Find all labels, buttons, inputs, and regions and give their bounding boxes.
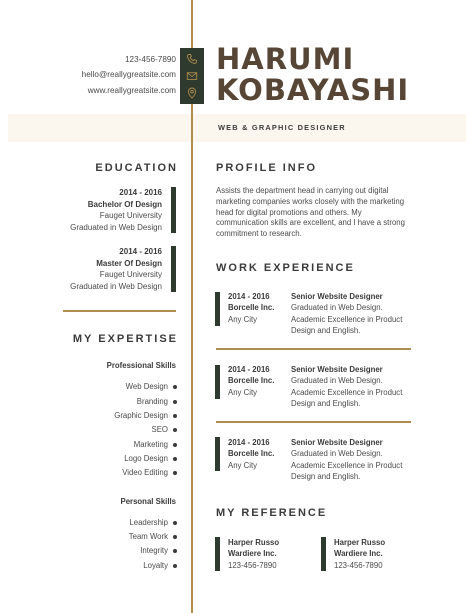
- experience-company: Borcelle Inc.: [228, 303, 275, 313]
- bullet-icon: [173, 564, 177, 568]
- education-detail: Graduated in Web Design: [70, 222, 162, 232]
- contact-website[interactable]: www.reallygreatsite.com: [87, 86, 176, 95]
- experience-line: Graduated in Web Design.: [291, 376, 383, 386]
- reference-bar-1: [215, 537, 220, 571]
- reference-company: Wardiere Inc.: [334, 549, 383, 559]
- skill-item: Leadership: [129, 518, 168, 527]
- bullet-icon: [173, 521, 177, 525]
- skill-item: Integrity: [140, 546, 168, 555]
- contact-email[interactable]: hello@reallygreatsite.com: [81, 70, 176, 79]
- bullet-icon: [173, 428, 177, 432]
- education-item-2: [70, 246, 162, 292]
- bullet-icon: [173, 549, 177, 553]
- experience-position: Senior Website Designer: [291, 292, 383, 301]
- bullet-icon: [173, 400, 177, 404]
- expertise-heading: MY EXPERTISE: [72, 333, 178, 345]
- education-school: Fauget University: [99, 270, 162, 279]
- location-icon: [186, 87, 198, 99]
- reference-item-1: [228, 537, 279, 571]
- role-title: WEB & GRAPHIC DESIGNER: [218, 123, 346, 132]
- experience-meta-2: [228, 364, 274, 398]
- bullet-icon: [173, 457, 177, 461]
- bullet-icon: [173, 535, 177, 539]
- education-degree: Master Of Design: [96, 258, 162, 268]
- contact-icon-strip: [180, 48, 204, 104]
- experience-meta-1: [228, 291, 274, 325]
- skill-item: Team Work: [128, 532, 168, 541]
- experience-detail-2: [291, 364, 402, 409]
- bullet-icon: [173, 471, 177, 475]
- reference-heading: MY REFERENCE: [216, 507, 328, 519]
- reference-name: Harper Russo: [228, 538, 280, 547]
- skill-item: Loyalty: [143, 561, 168, 570]
- bullet-icon: [173, 443, 177, 447]
- skill-item: Marketing: [133, 440, 168, 449]
- education-heading: EDUCATION: [95, 162, 178, 174]
- education-bar-2: [171, 246, 176, 292]
- education-school: Fauget University: [99, 211, 162, 220]
- personal-skills-heading: Personal Skills: [120, 497, 176, 506]
- education-item-1: [70, 187, 162, 233]
- bullet-icon: [173, 414, 177, 418]
- experience-meta-3: [228, 437, 274, 471]
- experience-years: 2014 - 2016: [228, 438, 270, 447]
- skill-item: SEO: [151, 425, 168, 434]
- experience-divider-2: [216, 421, 411, 423]
- experience-detail-3: [291, 437, 402, 482]
- education-degree: Bachelor Of Design: [87, 199, 162, 209]
- experience-position: Senior Website Designer: [291, 365, 383, 374]
- reference-company: Wardiere Inc.: [228, 549, 277, 559]
- experience-bar-1: [215, 292, 220, 326]
- reference-name: Harper Russo: [334, 538, 386, 547]
- experience-line: Graduated in Web Design.: [291, 303, 383, 313]
- experience-line: Academic Excellence in Product: [291, 387, 403, 397]
- education-detail: Graduated in Web Design: [70, 281, 162, 291]
- experience-line: Academic Excellence in Product: [291, 460, 403, 470]
- experience-position: Senior Website Designer: [291, 438, 383, 447]
- experience-heading: WORK EXPERIENCE: [216, 262, 355, 274]
- skill-item: Web Design: [125, 382, 168, 391]
- phone-icon: [186, 53, 198, 65]
- mail-icon: [186, 70, 198, 82]
- experience-company: Borcelle Inc.: [228, 449, 275, 459]
- experience-location: Any City: [228, 314, 258, 324]
- experience-bar-2: [215, 365, 220, 399]
- reference-phone: 123-456-7890: [228, 560, 277, 570]
- professional-skills-heading: Professional Skills: [106, 361, 176, 370]
- experience-location: Any City: [228, 460, 258, 470]
- skill-item: Logo Design: [124, 454, 168, 463]
- profile-heading: PROFILE INFO: [216, 162, 317, 174]
- education-divider: [63, 310, 176, 312]
- reference-item-2: [334, 537, 385, 571]
- experience-years: 2014 - 2016: [228, 365, 270, 374]
- experience-line: Academic Excellence in Product: [291, 314, 403, 324]
- experience-detail-1: [291, 291, 402, 336]
- experience-divider-1: [216, 348, 411, 350]
- experience-line: Design and English.: [291, 398, 361, 408]
- education-years: 2014 - 2016: [119, 247, 162, 256]
- experience-line: Design and English.: [291, 325, 361, 335]
- skill-item: Branding: [136, 397, 168, 406]
- profile-text: Assists the department head in carrying out digital marketing companies works closely with the marketing head for digital promotions and others. My communication skills are excellent, and I have a strong commitment to research.: [216, 186, 405, 239]
- education-years: 2014 - 2016: [119, 188, 162, 197]
- experience-company: Borcelle Inc.: [228, 376, 275, 386]
- experience-bar-3: [215, 437, 220, 471]
- experience-line: Design and English.: [291, 471, 361, 481]
- bullet-icon: [173, 385, 177, 389]
- name-first: HARUMI: [216, 42, 355, 76]
- name-last: KOBAYASHI: [216, 73, 410, 107]
- skill-item: Video Editing: [122, 468, 168, 477]
- reference-phone: 123-456-7890: [334, 560, 383, 570]
- education-bar-1: [171, 187, 176, 233]
- experience-line: Graduated in Web Design.: [291, 449, 383, 459]
- skill-item: Graphic Design: [114, 411, 168, 420]
- experience-location: Any City: [228, 387, 258, 397]
- reference-bar-2: [321, 537, 326, 571]
- contact-phone: 123-456-7890: [125, 55, 176, 64]
- experience-years: 2014 - 2016: [228, 292, 270, 301]
